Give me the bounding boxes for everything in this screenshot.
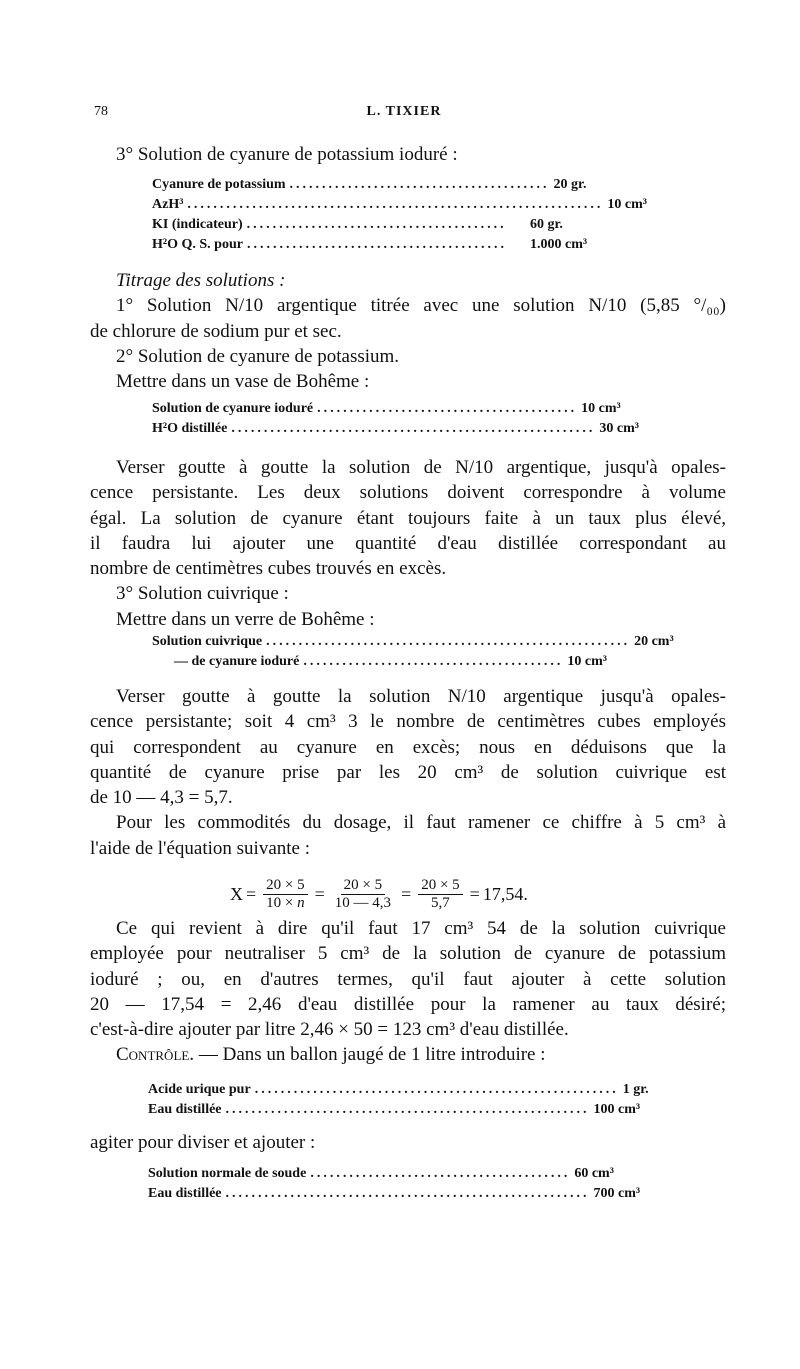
table-row: H²O Q. S. pour ........................................ 1.000 cm³ bbox=[152, 237, 588, 252]
running-title: L. TIXIER bbox=[366, 104, 442, 119]
titrage-heading: Titrage des solutions : bbox=[116, 270, 286, 291]
table-reagents bbox=[152, 177, 647, 257]
table-row: Solution cuivrique ........................................................ 20 cm³ bbox=[152, 634, 674, 649]
table-row: Eau distillée ........................................................ 700 cm³ bbox=[148, 1186, 641, 1201]
table-row: KI (indicateur) ........................................ 60 gr. bbox=[152, 217, 563, 232]
table-soude bbox=[148, 1166, 641, 1206]
controle-line: Contrôle. — Dans un ballon jaugé de 1 litre introduire : bbox=[116, 1044, 546, 1066]
paragraph-verser-2: Verser goutte à goutte la solution N/10 argentique jusqu'à opales- cence persistante; soit 4 cm³ 3 le nombre de centimètres cubes employés qui correspondent au cyanure en excès; nous en déduisons que la quantité de cyanure prise par les 20 cm³ de solution cuivrique est de 10 — 4,3 = 5,7. Pour les commodités du dosage, il faut ramener ce chiffre à 5 cm³ à l'aide de l'équation suivante : bbox=[90, 686, 726, 859]
table-row: — de cyanure ioduré ........................................ 10 cm³ bbox=[174, 654, 607, 669]
table-bohemian-vase bbox=[152, 401, 639, 441]
table-controle bbox=[148, 1082, 649, 1122]
table-cuivrique bbox=[152, 634, 674, 674]
table-row: Eau distillée ........................................................ 100 cm³ bbox=[148, 1102, 641, 1117]
fraction: $\frac{20 \times 5}{10 — 4,3}$ bbox=[334, 876, 392, 911]
page-header bbox=[94, 104, 714, 124]
paragraph-ce: Ce qui revient à dire qu'il faut 17 cm³ 54 de la solution cuivrique employée pour neutraliser 5 cm³ de la solution de cyanure de potassium ioduré ; ou, en d'autres termes, qu'il faut ajouter à cette solution 20 — 17,54 = 2,46 d'eau distillée pour la ramener au taux désiré; c'est-à-dire ajouter par litre 2,46 × 50 = 123 cm³ d'eau distillée. Contrôle. — Dans un ballon jaugé de 1 litre introduire : bbox=[90, 916, 726, 1068]
page-number: 78 bbox=[94, 104, 108, 119]
table-row: Acide urique pur ........................................................ 1 gr. bbox=[148, 1082, 649, 1097]
equation: X = $\frac{20 \times 5}{10 \times n}$ = $\frac{20 \times 5}{10 — 4,3}$ = $\frac{20 \times 5}{5,7}$ = 17,54. bbox=[230, 876, 528, 911]
section-3-title: 3° Solution de cyanure de potassium ioduré : bbox=[116, 144, 458, 165]
table-row: AzH³ ................................................................ 10 cm³ bbox=[152, 197, 647, 212]
paragraph-verser-1: Verser goutte à goutte la solution de N/10 argentique, jusqu'à opales- cence persistante. Les deux solutions doivent correspondre à volume égal. La solution de cyanure étant toujours faite à un taux plus élevé, il faudra lui ajouter une quantité d'eau distillée correspondant au nombre de centimètres cubes trouvés en excès. 3° Solution cuivrique : Mettre dans un verre de Bohême : bbox=[90, 457, 726, 630]
titrage-block: Titrage des solutions : 1° Solution N/10 argentique titrée avec une solution N/10 (5,85 °/₀₀) de chlorure de sodium pur et sec. 2° Solution de cyanure de potassium. Mettre dans un vase de Bohême : bbox=[90, 270, 726, 393]
table-row: Solution de cyanure ioduré ........................................ 10 cm³ bbox=[152, 401, 621, 416]
table-row: Solution normale de soude ........................................ 60 cm³ bbox=[148, 1166, 614, 1181]
agiter-paragraph: agiter pour diviser et ajouter : bbox=[90, 1132, 316, 1153]
table-row: Cyanure de potassium ........................................ 20 gr. bbox=[152, 177, 587, 192]
table-row: H²O distillée ........................................................ 30 cm³ bbox=[152, 421, 639, 436]
fraction: $\frac{20 \times 5}{5,7}$ bbox=[418, 877, 462, 912]
fraction: $\frac{20 \times 5}{10 \times n}$ bbox=[263, 877, 307, 912]
